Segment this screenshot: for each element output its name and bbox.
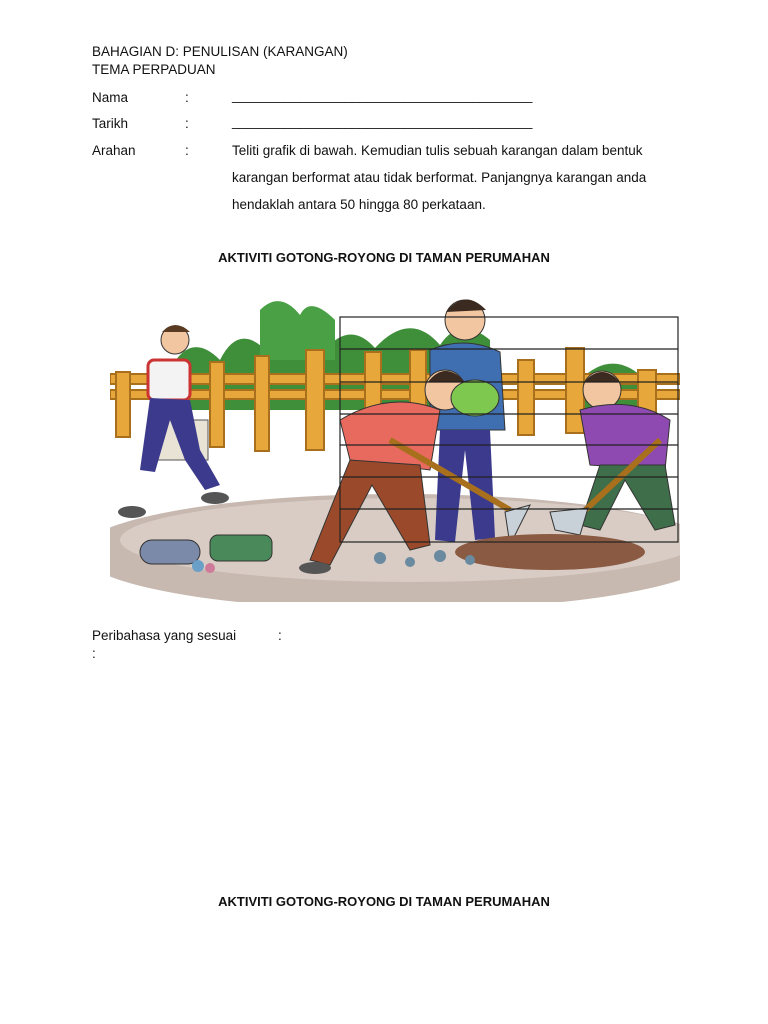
proverb-label: Peribahasa yang sesuai (92, 628, 237, 643)
name-blank-line[interactable]: ________________________________________ (232, 88, 533, 103)
gotong-royong-illustration (110, 290, 680, 602)
date-blank-line[interactable]: ________________________________________ (232, 114, 533, 129)
date-colon: : (185, 116, 189, 131)
section-heading: BAHAGIAN D: PENULISAN (KARANGAN) (92, 44, 348, 59)
instruction-colon: : (185, 143, 189, 158)
instruction-line-2: karangan berformat atau tidak berformat. Panjangnya karangan anda (232, 170, 647, 185)
activity-title: AKTIVITI GOTONG-ROYONG DI TAMAN PERUMAHAN (218, 250, 550, 265)
footer-title: AKTIVITI GOTONG-ROYONG DI TAMAN PERUMAHAN (218, 894, 550, 909)
name-colon: : (185, 90, 189, 105)
proverb-colon-2: : (92, 646, 96, 661)
instruction-line-1: Teliti grafik di bawah. Kemudian tulis sebuah karangan dalam bentuk (232, 143, 643, 158)
instruction-label: Arahan (92, 143, 136, 158)
proverb-colon: : (278, 628, 282, 643)
instruction-line-3: hendaklah antara 50 hingga 80 perkataan. (232, 197, 486, 212)
name-label: Nama (92, 90, 129, 105)
theme-heading: TEMA PERPADUAN (92, 62, 216, 77)
soil-pile-icon (455, 534, 645, 570)
date-label: Tarikh (92, 116, 129, 131)
